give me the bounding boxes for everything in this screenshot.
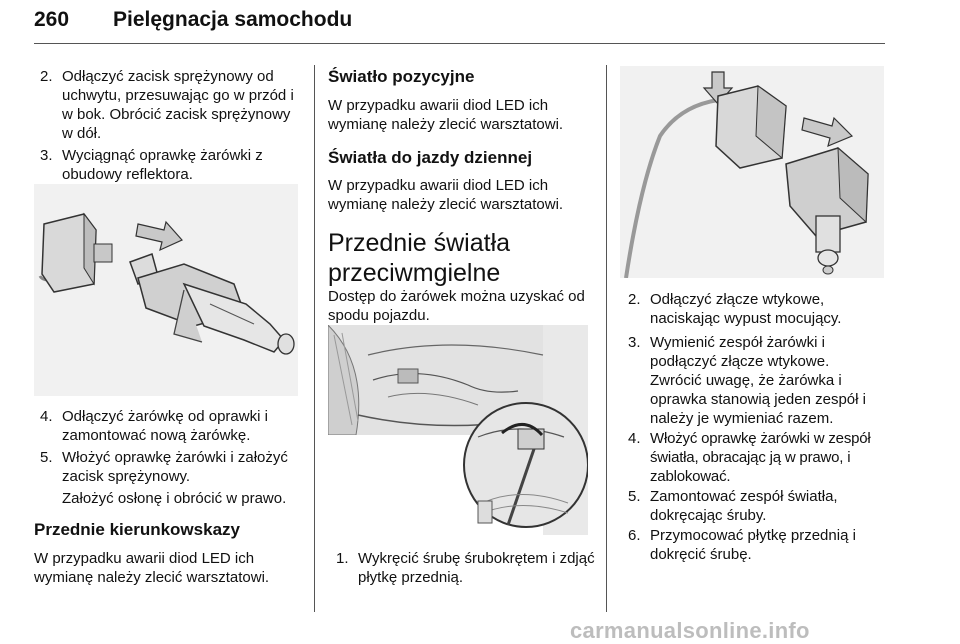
- section-heading-fog-lights: Przednie światła przeciwmgielne: [328, 229, 511, 287]
- step-item: [628, 333, 882, 428]
- step-text: Wymienić zespół żarówki i podłączyć złącze wtykowe. Zwrócić uwagę, że żarówka i oprawka stanowią jeden zespół i należy je wymieniać razem.: [650, 334, 866, 427]
- step-text: Włożyć oprawkę żarówki i założyć zacisk sprężynowy.: [62, 449, 288, 485]
- step-item: [628, 429, 886, 486]
- step-number: 4.: [40, 408, 53, 425]
- step-note: Założyć osłonę i obrócić w prawo.: [62, 490, 287, 507]
- step-number: 3.: [40, 147, 53, 164]
- step-item: [40, 448, 302, 486]
- figure-fog-lamp-access: [328, 325, 588, 535]
- step-text: Odłączyć zacisk sprężynowy od uchwytu, przesuwając go w przód i w bok. Obrócić zacisk sprężynowy w dół.: [62, 68, 294, 142]
- step-text: Odłączyć złącze wtykowe, naciskając wypust mocujący.: [650, 291, 842, 327]
- bumper-fog-lamp-illustration: [328, 325, 588, 535]
- step-number: 4.: [628, 430, 641, 447]
- step-text: Odłączyć żarówkę od oprawki i zamontować nową żarówkę.: [62, 408, 268, 444]
- step-number: 3.: [628, 334, 641, 351]
- step-text: Wykręcić śrubę śrubokrętem i zdjąć płytkę przednią.: [358, 550, 595, 586]
- step-item: [628, 526, 882, 564]
- h1-bulb-illustration: [34, 184, 298, 396]
- page-number: 260: [34, 8, 70, 31]
- figure-connector-bulb: [620, 66, 884, 278]
- step-item: [40, 407, 302, 445]
- step-text: Włożyć oprawkę żarówki w zespół światła, obracając ją w prawo, i zablokować.: [650, 430, 871, 485]
- step-item: [628, 290, 882, 328]
- step-text: Przymocować płytkę przednią i dokręcić śrubę.: [650, 527, 856, 563]
- figure-h1-bulb: [34, 184, 298, 396]
- connector-bulb-illustration: [620, 66, 884, 278]
- step-number: 6.: [628, 527, 641, 544]
- step-text: Wyciągnąć oprawkę żarówki z obudowy reflektora.: [62, 147, 263, 183]
- column-divider-left: [314, 65, 315, 612]
- column-divider-right: [606, 65, 607, 612]
- step-item: [628, 487, 882, 525]
- step-number: 1.: [336, 550, 349, 567]
- section-heading-position-light: Światło pozycyjne: [328, 67, 475, 86]
- step-number: 5.: [40, 449, 53, 466]
- step-number: 2.: [628, 291, 641, 308]
- step-item: [40, 67, 302, 143]
- section-text-fog-lights: Dostęp do żarówek można uzyskać od spodu pojazdu.: [328, 288, 585, 324]
- page-title: Pielęgnacja samochodu: [113, 8, 353, 31]
- step-number: 2.: [40, 68, 53, 85]
- step-number: 5.: [628, 488, 641, 505]
- step-text: Zamontować zespół światła, dokręcając śruby.: [650, 488, 838, 524]
- section-text-position-light: W przypadku awarii diod LED ich wymianę należy zlecić warsztatowi.: [328, 97, 564, 133]
- section-heading-turn-signals: Przednie kierunkowskazy: [34, 520, 240, 539]
- step-item: [336, 549, 598, 587]
- step-item: [40, 146, 302, 184]
- section-heading-drl: Światła do jazdy dziennej: [328, 148, 533, 167]
- header-rule: [34, 43, 885, 44]
- watermark: carmanualsonline.info: [570, 618, 810, 643]
- section-text-drl: W przypadku awarii diod LED ich wymianę należy zlecić warsztatowi.: [328, 177, 564, 213]
- section-text-turn-signals: W przypadku awarii diod LED ich wymianę należy zlecić warsztatowi.: [34, 550, 270, 586]
